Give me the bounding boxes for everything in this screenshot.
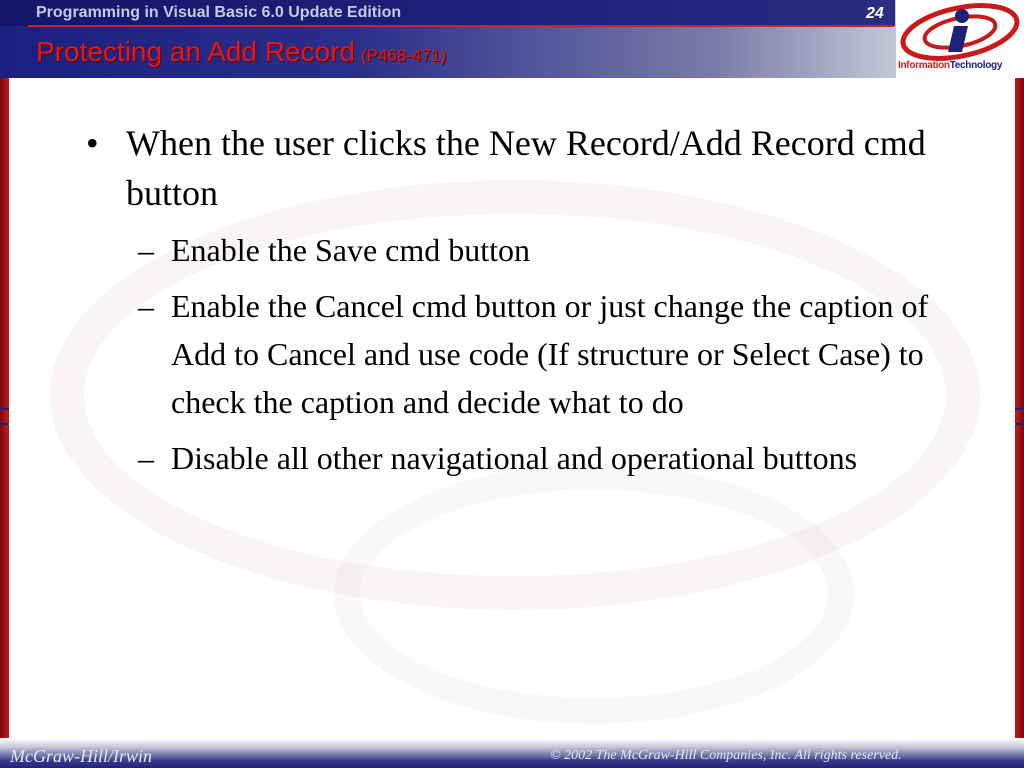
- course-title: Programming in Visual Basic 6.0 Update Edition: [36, 4, 402, 21]
- bullet-item: [80, 118, 980, 218]
- logo-word-technology: Technology: [949, 60, 1003, 71]
- left-rail-mark: [0, 408, 9, 410]
- page-reference: (P468-471): [361, 46, 447, 65]
- left-rail-mark: [0, 423, 9, 425]
- right-rail-mark: [1015, 423, 1024, 425]
- slide-number: 24: [866, 5, 884, 22]
- slide-content: [80, 118, 980, 490]
- bullet-marker: •: [86, 123, 99, 163]
- footer-publisher: McGraw-Hill/Irwin: [10, 746, 152, 766]
- sub-bullet-item: [80, 282, 980, 426]
- information-technology-logo: [896, 0, 1024, 78]
- watermark-logo-inner: [334, 464, 854, 724]
- logo-i-icon: [896, 0, 1024, 62]
- logo-text: [898, 60, 1002, 71]
- sub-bullet-item: [80, 226, 980, 274]
- dash-marker: –: [138, 232, 154, 268]
- header-divider: [28, 25, 894, 27]
- slide-title-text: Protecting an Add Record: [36, 36, 356, 67]
- sub-bullet-text: Enable the Save cmd button: [171, 232, 531, 268]
- sub-bullet-text: Disable all other navigational and operational buttons: [171, 440, 858, 476]
- dash-marker: –: [138, 288, 154, 324]
- slide-title: [36, 36, 446, 68]
- sub-bullet-item: [80, 434, 980, 482]
- right-rail-mark: [1015, 408, 1024, 410]
- footer-copyright: © 2002 The McGraw-Hill Companies, Inc. All rights reserved.: [550, 748, 902, 763]
- logo-word-information: Information: [898, 60, 950, 71]
- sub-bullet-text: Enable the Cancel cmd button or just change the caption of Add to Cancel and use code (If structure or Select Case) to check the caption and decide what to do: [171, 288, 929, 420]
- dash-marker: –: [138, 440, 154, 476]
- bullet-text: When the user clicks the New Record/Add Record cmd button: [126, 123, 926, 213]
